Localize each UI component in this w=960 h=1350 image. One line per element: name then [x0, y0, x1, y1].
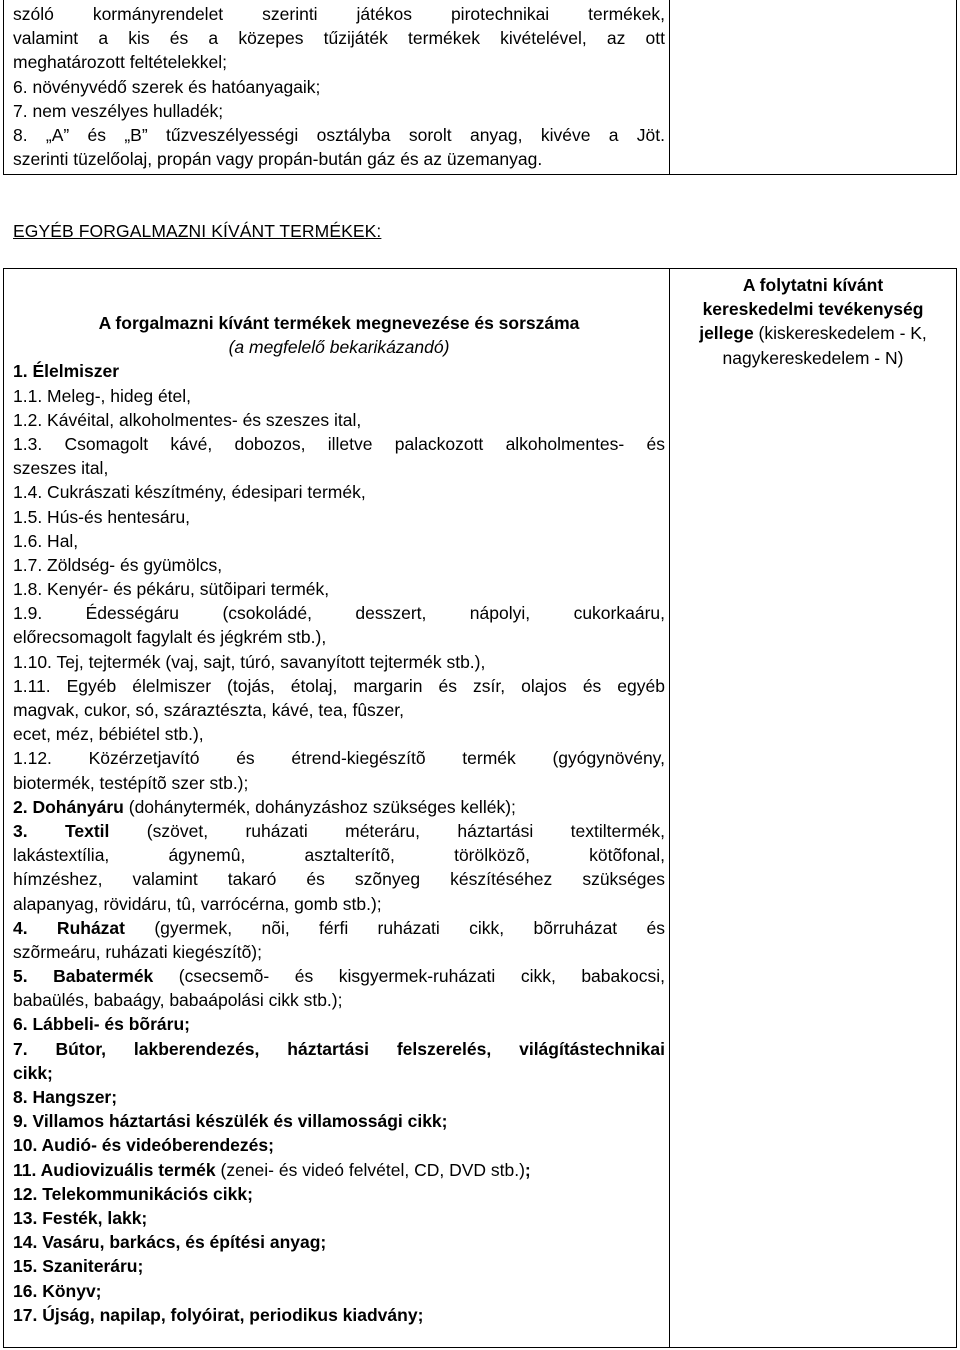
- item-11-end: ;: [524, 1159, 531, 1180]
- item-5-line-1: [13, 964, 665, 988]
- item-1: 1. Élelmiszer: [13, 361, 120, 382]
- item-13: 13. Festék, lakk;: [13, 1207, 148, 1228]
- top-left-cell: [4, 0, 670, 175]
- item-1-11-line-1: 1.11. Egyéb élelmiszer (tojás, étolaj, margarin és zsír, olajos és egyéb: [13, 675, 665, 696]
- right-header-line-3: [670, 321, 956, 345]
- top-continuation-table: [3, 0, 957, 175]
- product-table: [3, 268, 957, 1348]
- item-1-4: 1.4. Cukrászati készítmény, édesipari termék,: [13, 482, 366, 503]
- right-header-line-4: nagykereskedelem - N): [722, 347, 904, 368]
- top-line-3: meghatározott feltételekkel;: [13, 52, 228, 73]
- item-4-desc: (gyermek, nõi, férfi ruházati cikk, bõrruházat és: [125, 917, 665, 938]
- item-4-title: 4. Ruházat: [13, 917, 125, 938]
- item-1-10: 1.10. Tej, tejtermék (vaj, sajt, túró, savanyított tejtermék stb.),: [13, 651, 486, 672]
- item-3-line-3: hímzéshez, valamint takaró és szõnyeg készítéséhez szükséges: [13, 869, 665, 890]
- item-11: [13, 1158, 665, 1182]
- item-3-title: 3. Textil: [13, 820, 110, 841]
- item-1-3-line-2: szeszes ital,: [13, 458, 109, 479]
- item-7-line-1: 7. Bútor, lakberendezés, háztartási felszerelés, világítástechnikai: [13, 1038, 665, 1059]
- item-11-title: 11. Audiovizuális termék: [13, 1159, 216, 1180]
- item-2: [13, 795, 665, 819]
- item-6: 6. Lábbeli- és bõráru;: [13, 1014, 190, 1035]
- section-heading: EGYÉB FORGALMAZNI KÍVÁNT TERMÉKEK:: [13, 221, 382, 241]
- left-header-subtitle: (a megfelelő bekarikázandó): [228, 337, 450, 358]
- item-1-8: 1.8. Kenyér- és pékáru, sütõipari termék,: [13, 579, 330, 600]
- item-10: 10. Audió- és videóberendezés;: [13, 1135, 274, 1156]
- right-header: [670, 269, 956, 370]
- right-header-jellege: jellege: [699, 323, 754, 344]
- item-11-desc: (zenei- és videó felvétel, CD, DVD stb.): [215, 1159, 525, 1180]
- top-right-cell: [670, 0, 957, 175]
- item-1-1: 1.1. Meleg-, hideg étel,: [13, 385, 192, 406]
- item-14: 14. Vasáru, barkács, és építési anyag;: [13, 1232, 327, 1253]
- item-1-9-line-2: előrecsomagolt fagylalt és jégkrém stb.),: [13, 627, 327, 648]
- item-3-desc: (szövet, ruházati méteráru, háztartási textiltermék,: [109, 820, 665, 841]
- item-4-line-2: szõrmeáru, ruházati kiegészítõ);: [13, 941, 262, 962]
- item-1-5: 1.5. Hús-és hentesáru,: [13, 506, 191, 527]
- item-1-11-line-3: ecet, méz, bébiétel stb.),: [13, 724, 204, 745]
- item-1-12-line-1: 1.12. Közérzetjavító és étrend-kiegészítõ termék (gyógynövény,: [13, 748, 665, 769]
- item-3-line-2: lakástextília, ágynemû, asztalterítõ, törölközõ, kötõfonal,: [13, 845, 665, 866]
- top-line-5: 7. nem veszélyes hulladék;: [13, 100, 224, 121]
- item-16: 16. Könyv;: [13, 1280, 102, 1301]
- item-1-11-line-2: magvak, cukor, só, száraztészta, kávé, tea, fûszer,: [13, 700, 405, 720]
- top-line-4: 6. növényvédő szerek és hatóanyagaik;: [13, 76, 321, 97]
- item-2-desc: (dohánytermék, dohányzáshoz szükséges kellék);: [123, 796, 516, 817]
- right-header-line-2: kereskedelmi tevékenység: [702, 299, 924, 320]
- right-header-line-1: A folytatni kívánt: [742, 275, 884, 295]
- top-line-2: valamint a kis és a közepes tűzijáték termékek kivételével, az ott: [13, 28, 665, 49]
- item-1-2: 1.2. Kávéital, alkoholmentes- és szeszes ital,: [13, 409, 362, 430]
- item-12: 12. Telekommunikációs cikk;: [13, 1183, 253, 1204]
- item-1-3-line-1: 1.3. Csomagolt kávé, dobozos, illetve palackozott alkoholmentes- és: [13, 433, 665, 454]
- item-15: 15. Szaniteráru;: [13, 1256, 144, 1277]
- item-17: 17. Újság, napilap, folyóirat, periodikus kiadvány;: [13, 1304, 424, 1325]
- item-5-line-2: babaülés, babaágy, babaápolási cikk stb.);: [13, 990, 343, 1011]
- item-8: 8. Hangszer;: [13, 1087, 118, 1107]
- item-9: 9. Villamos háztartási készülék és villamossági cikk;: [13, 1111, 448, 1132]
- item-5-title: 5. Babatermék: [13, 966, 154, 987]
- item-4-line-1: [13, 916, 665, 940]
- item-2-title: 2. Dohányáru: [13, 796, 124, 817]
- item-1-12-line-2: biotermék, testépítõ szer stb.);: [13, 772, 249, 793]
- top-line-1: szóló kormányrendelet szerinti játékos pirotechnikai termékek,: [13, 4, 665, 24]
- right-header-kisker: (kiskereskedelem - K,: [753, 323, 927, 344]
- item-5-desc: (csecsemõ- és kisgyermek-ruházati cikk, babakocsi,: [153, 966, 665, 987]
- item-1-7: 1.7. Zöldség- és gyümölcs,: [13, 554, 223, 575]
- item-3-line-1: [13, 819, 665, 843]
- item-1-6: 1.6. Hal,: [13, 530, 79, 551]
- item-7-line-2: cikk;: [13, 1062, 53, 1083]
- left-header-title: A forgalmazni kívánt termékek megnevezése és sorszáma: [98, 313, 580, 333]
- top-line-7: szerinti tüzelőolaj, propán vagy propán-bután gáz és az üzemanyag.: [13, 149, 543, 170]
- activity-type-cell: [670, 269, 957, 1348]
- item-3-line-4: alapanyag, rövidáru, tû, varrócérna, gomb stb.);: [13, 893, 382, 914]
- top-line-6: 8. „A” és „B” tűzveszélyességi osztályba sorolt anyag, kivéve a Jöt.: [13, 124, 665, 145]
- product-list-cell: [4, 269, 670, 1348]
- item-1-9-line-1: 1.9. Édességáru (csokoládé, desszert, nápolyi, cukorkaáru,: [13, 603, 665, 624]
